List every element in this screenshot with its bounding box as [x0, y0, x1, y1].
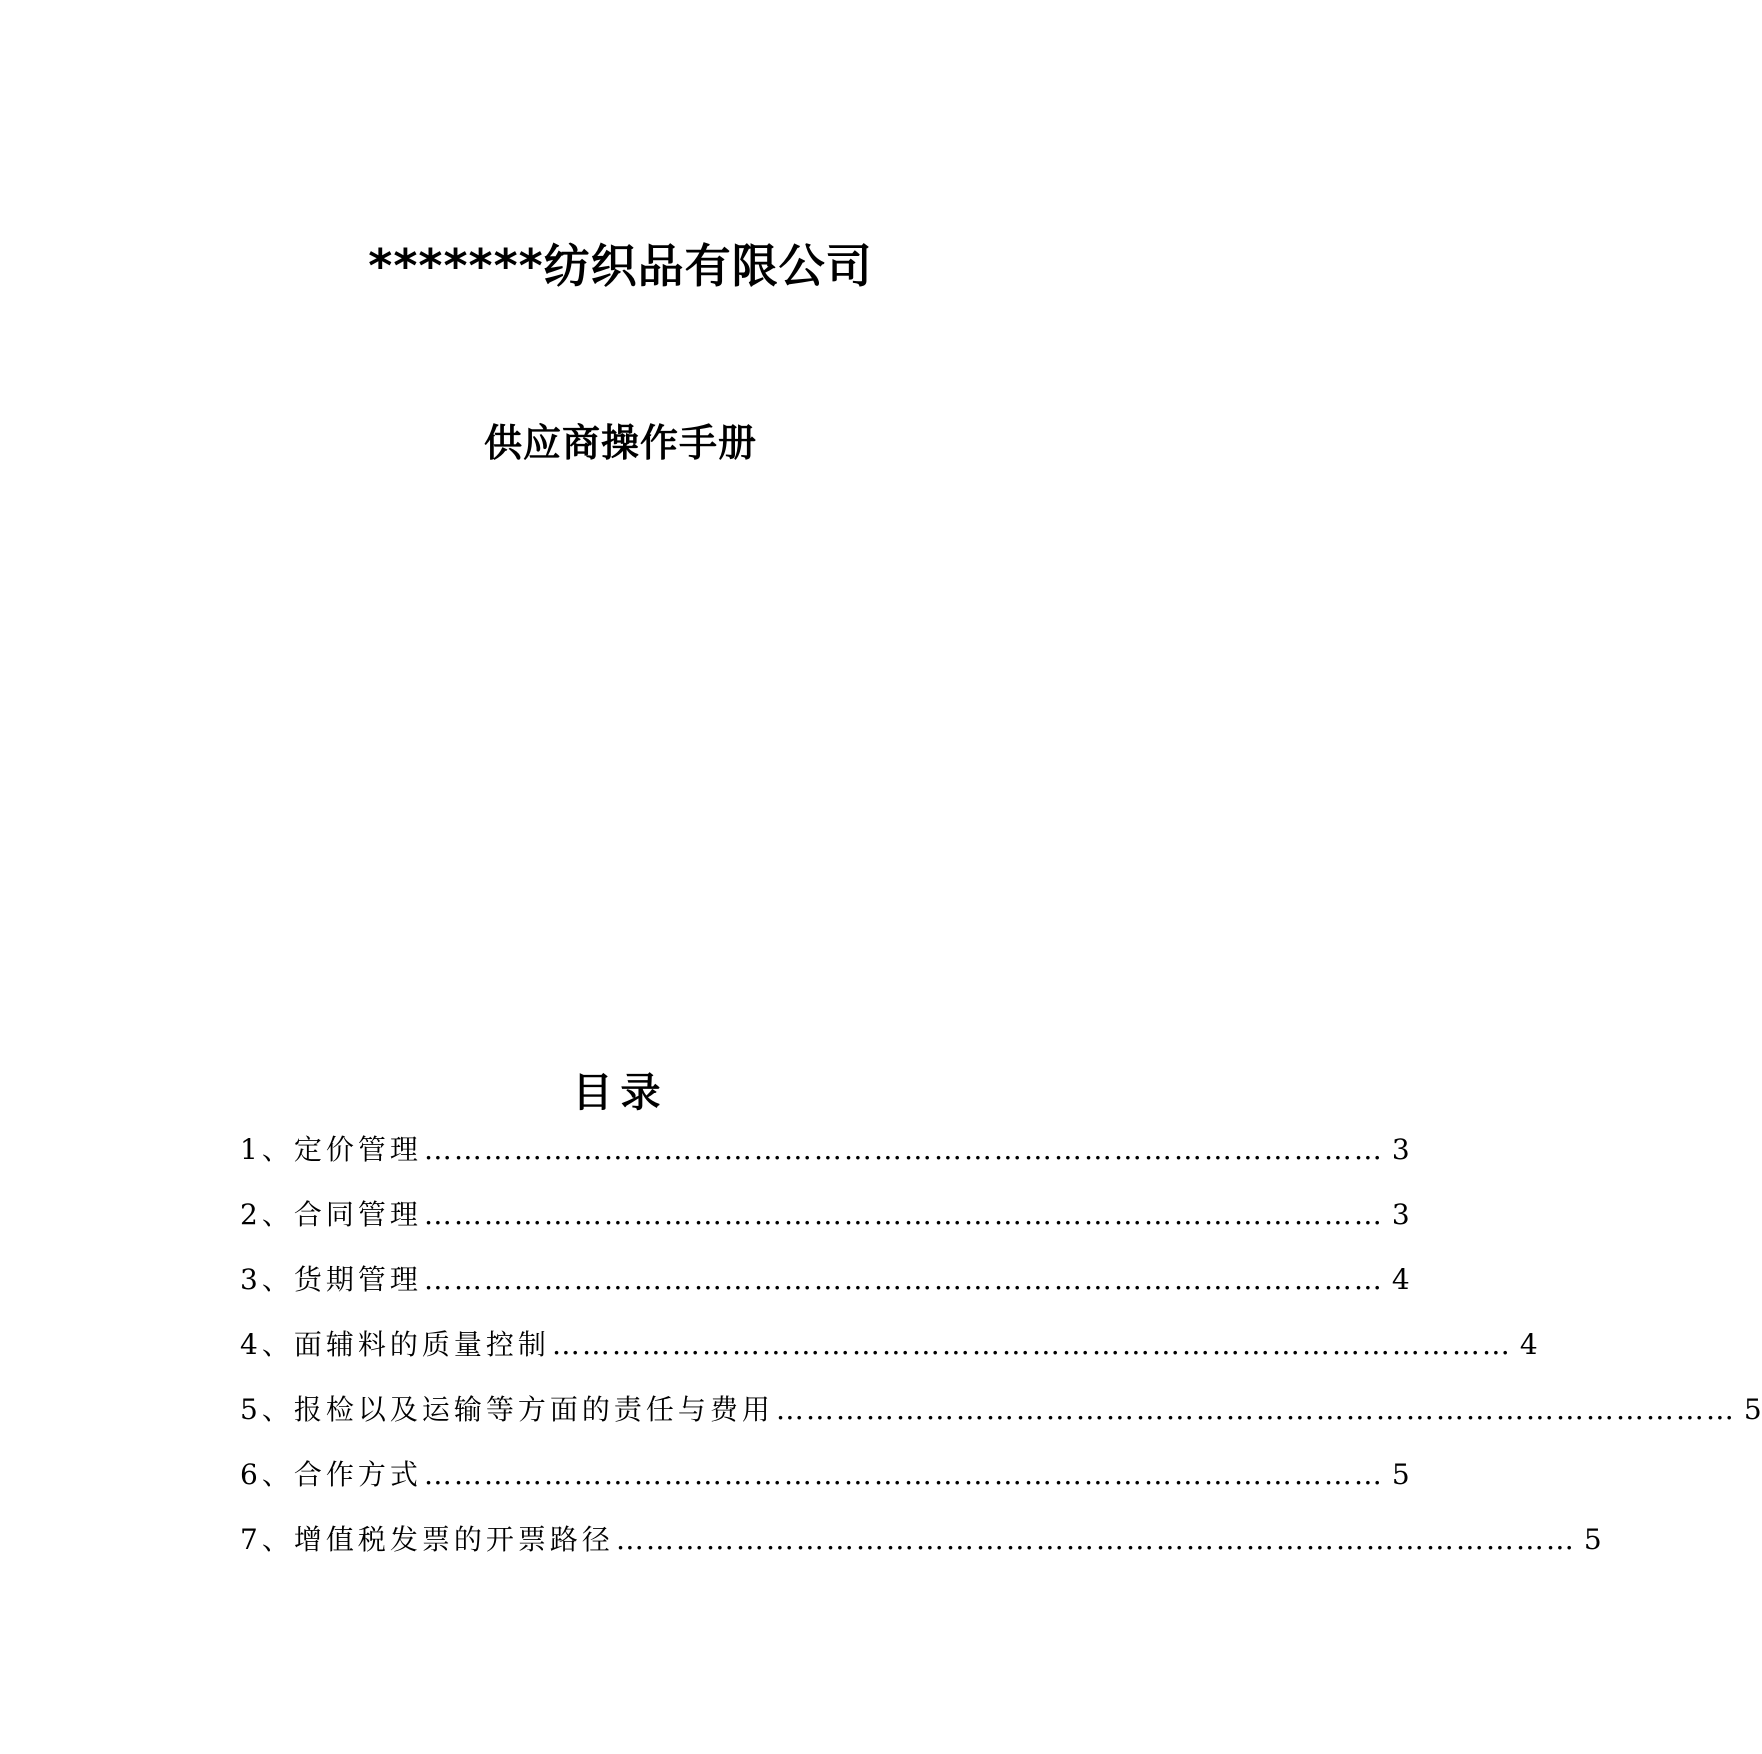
- toc-dot-leader: ……………………………………………………………………………………: [551, 1328, 1512, 1361]
- toc-entry[interactable]: [240, 1520, 1602, 1585]
- toc-entry[interactable]: [240, 1390, 1762, 1455]
- toc-entry-page: 4: [1519, 1328, 1538, 1361]
- toc-dot-leader: ……………………………………………………………………………………: [423, 1198, 1384, 1231]
- toc-entry-page: 5: [1583, 1523, 1602, 1556]
- toc-entry[interactable]: [240, 1260, 1410, 1325]
- toc-entry-page: 5: [1743, 1393, 1762, 1426]
- toc-entry[interactable]: [240, 1455, 1410, 1520]
- toc-entry-label: 7、增值税发票的开票路径: [240, 1523, 614, 1556]
- toc-entry-page: 3: [1391, 1133, 1410, 1166]
- toc-entry-label: 2、合同管理: [240, 1198, 422, 1231]
- table-of-contents: [240, 1130, 1762, 1585]
- toc-entry-page: 3: [1391, 1198, 1410, 1231]
- toc-entry-page: 5: [1391, 1458, 1410, 1491]
- toc-dot-leader: ……………………………………………………………………………………: [423, 1263, 1384, 1296]
- toc-entry-label: 6、合作方式: [240, 1458, 422, 1491]
- toc-dot-leader: ……………………………………………………………………………………: [423, 1133, 1384, 1166]
- toc-entry[interactable]: [240, 1325, 1538, 1390]
- toc-entry-label: 5、报检以及运输等方面的责任与费用: [240, 1393, 774, 1426]
- toc-dot-leader: ……………………………………………………………………………………: [775, 1393, 1736, 1426]
- toc-entry[interactable]: [240, 1130, 1410, 1195]
- toc-entry-label: 1、定价管理: [240, 1133, 422, 1166]
- toc-entry-label: 4、面辅料的质量控制: [240, 1328, 550, 1361]
- toc-entry[interactable]: [240, 1195, 1410, 1260]
- document-title: 供应商操作手册: [483, 421, 757, 465]
- toc-entry-page: 4: [1391, 1263, 1410, 1296]
- toc-dot-leader: ……………………………………………………………………………………: [615, 1523, 1576, 1556]
- company-title: *******纺织品有限公司: [368, 239, 873, 293]
- toc-entry-label: 3、货期管理: [240, 1263, 422, 1296]
- toc-heading: 目录: [572, 1070, 669, 1116]
- toc-dot-leader: ……………………………………………………………………………………: [423, 1458, 1384, 1491]
